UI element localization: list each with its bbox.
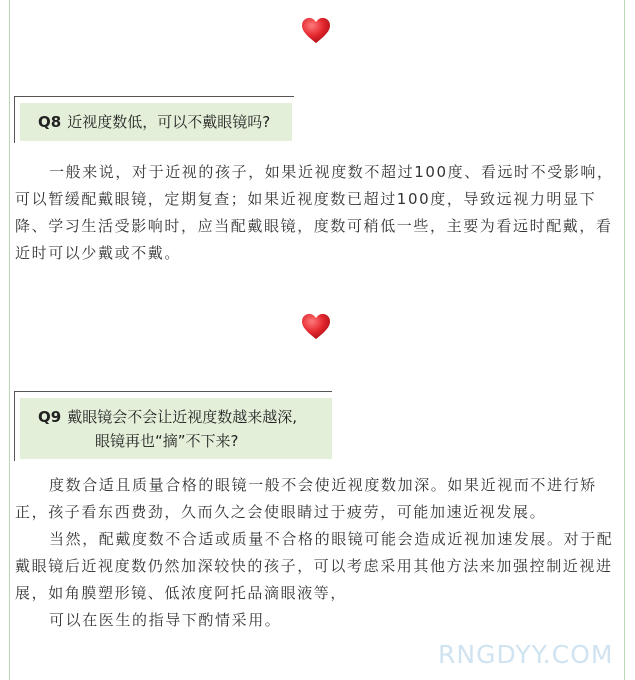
watermark-text: RNGDYY.COM bbox=[438, 640, 614, 669]
q9-answer bbox=[15, 472, 619, 634]
q9-question-line1: 戴眼镜会不会让近视度数越来越深, bbox=[67, 408, 297, 426]
q9-label: Q9 bbox=[38, 408, 62, 426]
q9-question-box bbox=[14, 391, 334, 461]
q8-answer bbox=[15, 159, 619, 267]
q9-question-line2: 眼镜再也“摘”不下来? bbox=[95, 432, 239, 450]
q8-question: 近视度数低，可以不戴眼镜吗? bbox=[67, 113, 271, 131]
heart-icon bbox=[301, 313, 331, 341]
q9-answer-paragraph-1: 度数合适且质量合格的眼镜一般不会使近视度数加深。如果近视而不进行矫正，孩子看东西费劲，久而久之会使眼睛过于疲劳，可能加速近视发展。 bbox=[15, 476, 597, 521]
q9-answer-paragraph-3: 可以在医生的指导下酌情采用。 bbox=[49, 611, 282, 629]
q9-answer-paragraph-2: 当然，配戴度数不合适或质量不合格的眼镜可能会造成近视加速发展。对于配戴眼镜后近视度数仍然加深较快的孩子，可以考虑采用其他方法来加强控制近视进展，如角膜塑形镜、低浓度阿托品滴眼液等， bbox=[15, 530, 614, 602]
q8-label: Q8 bbox=[38, 113, 62, 131]
heart-icon bbox=[301, 17, 331, 45]
q8-question-box bbox=[14, 96, 296, 143]
q8-answer-paragraph: 一般来说，对于近视的孩子，如果近视度数不超过100度、看远时不受影响，可以暂缓配戴眼镜，定期复查；如果近视度数已超过100度，导致远视力明显下降、学习生活受影响时，应当配戴眼镜，度数可稍低一些，主要为看远时配戴，看近时可以少戴或不戴。 bbox=[15, 163, 614, 262]
